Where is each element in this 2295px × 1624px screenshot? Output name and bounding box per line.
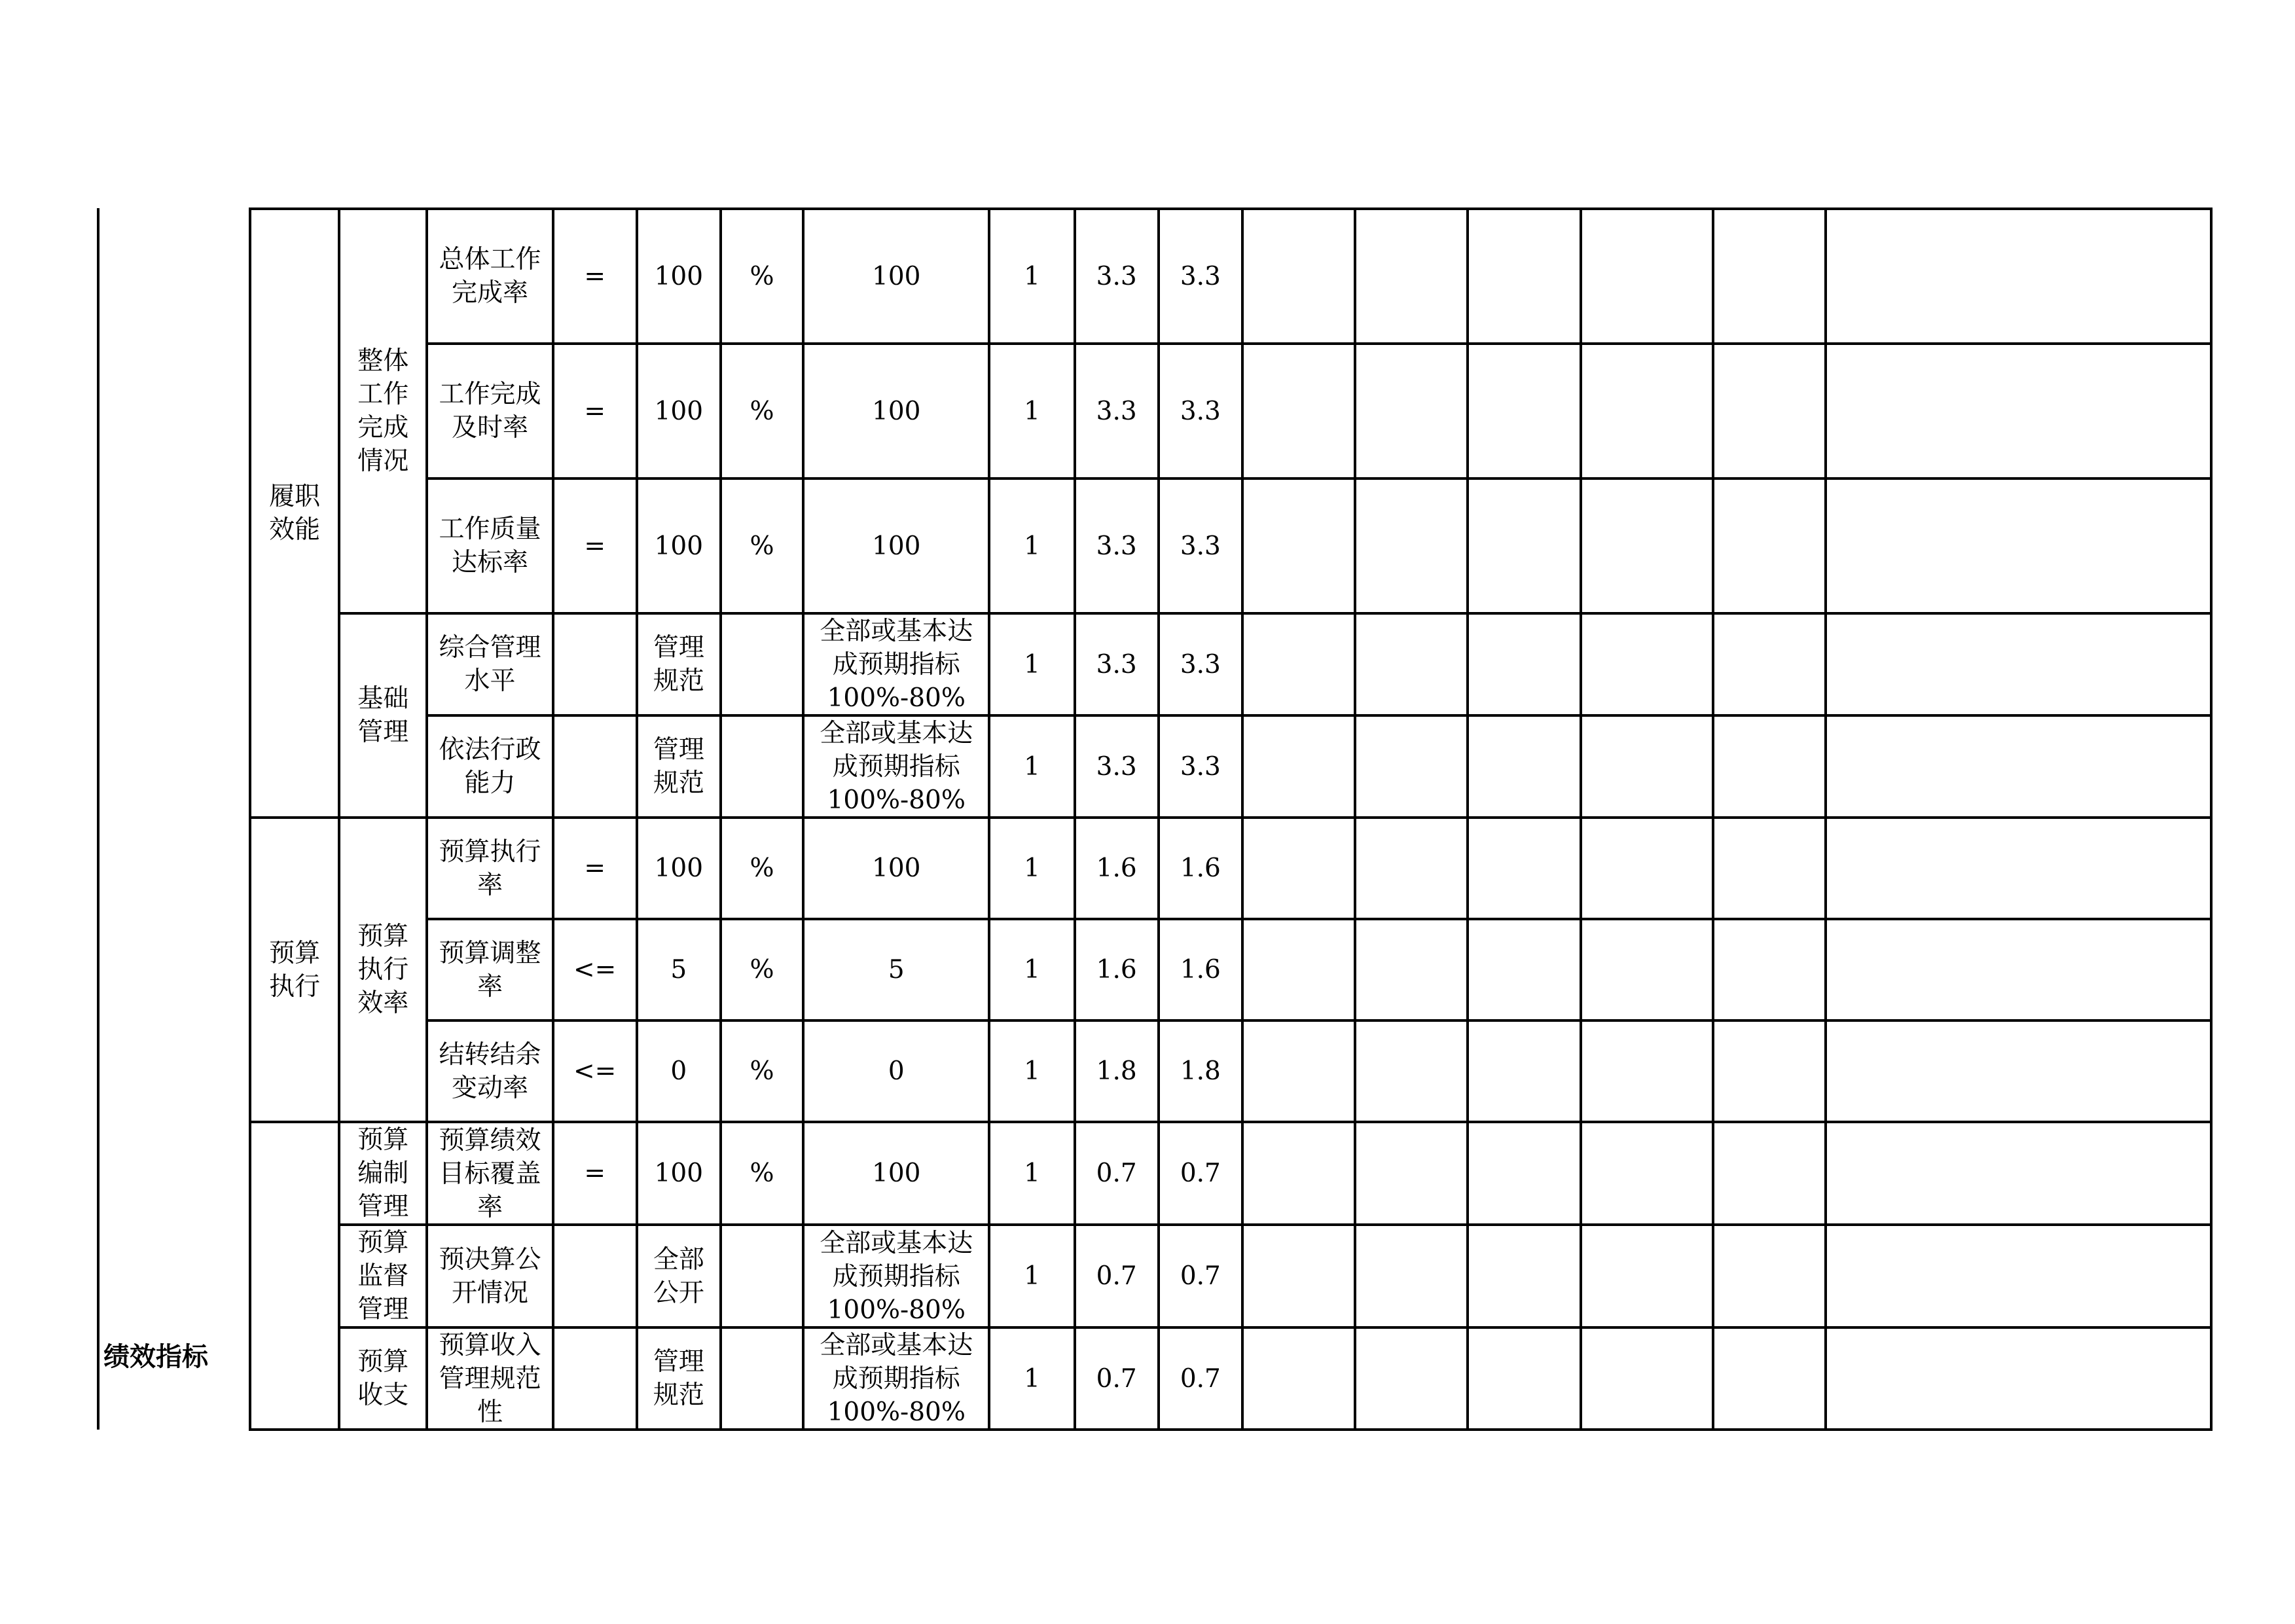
cell-target — [637, 613, 721, 715]
weight-text: 3.3 — [1096, 531, 1137, 561]
table-row — [250, 478, 2211, 613]
weight-text: 3.3 — [1096, 261, 1137, 291]
ratio-text: 1 — [1024, 751, 1040, 782]
empty-cell — [1355, 715, 1468, 818]
subcategory-cell: 预算 执行 效率 — [339, 818, 427, 1122]
indicator-text: 综合管理 水平 — [439, 633, 541, 696]
target-text: 0 — [670, 1056, 687, 1086]
table-row — [250, 209, 2211, 344]
cell-ratio — [989, 1327, 1074, 1430]
score-text: 0.7 — [1180, 1159, 1221, 1188]
cell-op — [553, 715, 637, 818]
empty-cell — [1468, 919, 1580, 1020]
cell-weight — [1075, 919, 1159, 1020]
cell-op — [553, 818, 637, 919]
empty-cell — [1468, 613, 1580, 715]
table-row — [250, 919, 2211, 1020]
cell-score — [1159, 478, 1242, 613]
cell-score — [1159, 1327, 1242, 1430]
empty-cell — [1713, 344, 1826, 478]
cell-indicator — [427, 613, 552, 715]
score-text: 1.6 — [1180, 854, 1221, 883]
empty-cell — [1355, 1225, 1468, 1327]
unit-text: % — [750, 1159, 774, 1188]
weight-text: 0.7 — [1096, 1363, 1137, 1394]
empty-cell — [1355, 209, 1468, 344]
cell-score — [1159, 715, 1242, 818]
unit-text: % — [750, 261, 774, 291]
empty-cell — [1242, 478, 1355, 613]
cell-indicator — [427, 344, 552, 478]
cell-score — [1159, 1122, 1242, 1225]
empty-cell — [1581, 1327, 1713, 1430]
cell-weight — [1075, 818, 1159, 919]
unit-text: % — [750, 396, 774, 426]
cell-actual — [803, 715, 989, 818]
cell-op — [553, 919, 637, 1020]
empty-cell — [1581, 919, 1713, 1020]
cell-actual — [803, 1122, 989, 1225]
weight-text: 1.8 — [1096, 1056, 1137, 1086]
weight-text: 3.3 — [1096, 396, 1137, 426]
score-text: 3.3 — [1180, 396, 1221, 426]
target-text: 5 — [670, 955, 687, 984]
empty-cell — [1581, 209, 1713, 344]
empty-cell — [1468, 209, 1580, 344]
empty-cell — [1242, 613, 1355, 715]
cell-score — [1159, 209, 1242, 344]
cell-target — [637, 1020, 721, 1122]
empty-cell — [1581, 818, 1713, 919]
empty-cell — [1826, 818, 2211, 919]
target-text: 100 — [654, 531, 704, 561]
empty-cell — [1468, 1225, 1580, 1327]
cell-score — [1159, 919, 1242, 1020]
table-row — [250, 1020, 2211, 1122]
op-text: = — [584, 396, 606, 426]
weight-text: 0.7 — [1096, 1261, 1137, 1291]
cell-weight — [1075, 478, 1159, 613]
ratio-text: 1 — [1024, 955, 1040, 984]
empty-cell — [1713, 1020, 1826, 1122]
ratio-text: 1 — [1024, 649, 1040, 679]
side-label-performance-indicators: 绩效指标 — [103, 1342, 208, 1372]
cell-actual — [803, 1327, 989, 1430]
cell-ratio — [989, 818, 1074, 919]
unit-text: % — [750, 854, 774, 883]
actual-text: 0 — [888, 1056, 905, 1086]
cell-target — [637, 1122, 721, 1225]
empty-cell — [1826, 1327, 2211, 1430]
cell-unit — [721, 613, 803, 715]
cell-actual — [803, 209, 989, 344]
empty-cell — [1581, 1122, 1713, 1225]
cell-unit — [721, 1327, 803, 1430]
empty-cell — [1242, 209, 1355, 344]
table-row — [250, 1327, 2211, 1430]
unit-text: % — [750, 955, 774, 984]
subcategory-cell: 整体 工作 完成 情况 — [339, 209, 427, 613]
performance-table — [249, 208, 2213, 1431]
weight-text: 1.6 — [1096, 955, 1137, 984]
target-text: 100 — [654, 396, 704, 426]
cell-actual — [803, 1020, 989, 1122]
actual-text: 全部或基本达 成预期指标 100%-80% — [820, 719, 973, 815]
cell-score — [1159, 344, 1242, 478]
cell-ratio — [989, 1225, 1074, 1327]
actual-text: 100 — [872, 531, 921, 561]
cell-indicator — [427, 1327, 552, 1430]
cell-ratio — [989, 715, 1074, 818]
actual-text: 5 — [888, 955, 905, 984]
score-text: 3.3 — [1180, 751, 1221, 782]
ratio-text: 1 — [1024, 854, 1040, 883]
empty-cell — [1713, 919, 1826, 1020]
subcategory-cell: 预算 编制 管理 — [339, 1122, 427, 1225]
weight-text: 0.7 — [1096, 1159, 1137, 1188]
subcategory-cell: 预算 监督 管理 — [339, 1225, 427, 1327]
cell-actual — [803, 919, 989, 1020]
cell-score — [1159, 613, 1242, 715]
ratio-text: 1 — [1024, 531, 1040, 561]
indicator-text: 依法行政 能力 — [439, 735, 541, 798]
empty-cell — [1713, 1327, 1826, 1430]
empty-cell — [1242, 344, 1355, 478]
empty-cell — [1581, 344, 1713, 478]
table-row — [250, 818, 2211, 919]
cell-unit — [721, 478, 803, 613]
cell-indicator — [427, 715, 552, 818]
cell-ratio — [989, 1122, 1074, 1225]
empty-cell — [1242, 1225, 1355, 1327]
cell-indicator — [427, 1020, 552, 1122]
empty-cell — [1826, 919, 2211, 1020]
cell-op — [553, 209, 637, 344]
cell-ratio — [989, 613, 1074, 715]
empty-cell — [1468, 1020, 1580, 1122]
unit-text: % — [750, 531, 774, 561]
empty-cell — [1355, 818, 1468, 919]
score-text: 3.3 — [1180, 649, 1221, 679]
cell-target — [637, 478, 721, 613]
category-cell: 履职 效能 — [250, 209, 339, 818]
target-text: 100 — [654, 854, 704, 883]
cell-op — [553, 1020, 637, 1122]
cell-score — [1159, 818, 1242, 919]
cell-unit — [721, 715, 803, 818]
category-cell — [250, 1122, 339, 1430]
empty-cell — [1355, 1020, 1468, 1122]
ratio-text: 1 — [1024, 1159, 1040, 1188]
category-cell: 预算 执行 — [250, 818, 339, 1122]
cell-target — [637, 209, 721, 344]
actual-text: 全部或基本达 成预期指标 100%-80% — [820, 1331, 973, 1427]
cell-weight — [1075, 209, 1159, 344]
ratio-text: 1 — [1024, 396, 1040, 426]
cell-actual — [803, 818, 989, 919]
unit-text: % — [750, 1056, 774, 1086]
ratio-text: 1 — [1024, 261, 1040, 291]
op-text: = — [584, 1159, 606, 1188]
cell-target — [637, 818, 721, 919]
op-text: = — [584, 261, 606, 291]
empty-cell — [1581, 715, 1713, 818]
empty-cell — [1355, 1122, 1468, 1225]
cell-ratio — [989, 209, 1074, 344]
left-margin-line — [97, 208, 99, 1430]
empty-cell — [1242, 818, 1355, 919]
cell-target — [637, 1225, 721, 1327]
empty-cell — [1713, 818, 1826, 919]
indicator-text: 工作质量 达标率 — [439, 514, 541, 577]
cell-op — [553, 613, 637, 715]
table-row — [250, 344, 2211, 478]
cell-indicator — [427, 478, 552, 613]
cell-target — [637, 919, 721, 1020]
empty-cell — [1242, 715, 1355, 818]
cell-indicator — [427, 1225, 552, 1327]
cell-indicator — [427, 818, 552, 919]
cell-score — [1159, 1225, 1242, 1327]
cell-ratio — [989, 919, 1074, 1020]
score-text: 1.6 — [1180, 955, 1221, 984]
weight-text: 3.3 — [1096, 751, 1137, 782]
empty-cell — [1468, 344, 1580, 478]
ratio-text: 1 — [1024, 1363, 1040, 1394]
empty-cell — [1713, 715, 1826, 818]
cell-actual — [803, 344, 989, 478]
empty-cell — [1826, 1225, 2211, 1327]
empty-cell — [1468, 478, 1580, 613]
weight-text: 1.6 — [1096, 854, 1137, 883]
empty-cell — [1826, 209, 2211, 344]
indicator-text: 结转结余 变动率 — [439, 1039, 541, 1103]
ratio-text: 1 — [1024, 1056, 1040, 1086]
indicator-text: 预算绩效 目标覆盖 率 — [439, 1125, 541, 1222]
target-text: 管理 规范 — [653, 1347, 704, 1410]
empty-cell — [1468, 1327, 1580, 1430]
op-text: <= — [573, 1056, 617, 1086]
empty-cell — [1355, 478, 1468, 613]
cell-score — [1159, 1020, 1242, 1122]
empty-cell — [1713, 1122, 1826, 1225]
indicator-text: 预算调整 率 — [439, 938, 541, 1001]
cell-weight — [1075, 715, 1159, 818]
cell-ratio — [989, 344, 1074, 478]
cell-unit — [721, 919, 803, 1020]
empty-cell — [1581, 613, 1713, 715]
cell-op — [553, 1122, 637, 1225]
cell-op — [553, 1327, 637, 1430]
op-text: = — [584, 531, 606, 561]
cell-weight — [1075, 1327, 1159, 1430]
table-row — [250, 1225, 2211, 1327]
cell-actual — [803, 478, 989, 613]
empty-cell — [1826, 344, 2211, 478]
target-text: 100 — [654, 1159, 704, 1188]
subcategory-cell: 基础 管理 — [339, 613, 427, 818]
cell-op — [553, 344, 637, 478]
cell-unit — [721, 1122, 803, 1225]
target-text: 100 — [654, 261, 704, 291]
table-row — [250, 1122, 2211, 1225]
cell-indicator — [427, 919, 552, 1020]
weight-text: 3.3 — [1096, 649, 1137, 679]
cell-unit — [721, 209, 803, 344]
cell-actual — [803, 1225, 989, 1327]
empty-cell — [1581, 1225, 1713, 1327]
empty-cell — [1826, 1020, 2211, 1122]
target-text: 全部 公开 — [653, 1244, 704, 1308]
empty-cell — [1581, 1020, 1713, 1122]
indicator-text: 预算收入 管理规范 性 — [439, 1331, 541, 1427]
indicator-text: 预算执行 率 — [439, 837, 541, 900]
empty-cell — [1242, 919, 1355, 1020]
indicator-text: 总体工作 完成率 — [439, 245, 541, 308]
ratio-text: 1 — [1024, 1261, 1040, 1291]
empty-cell — [1826, 1122, 2211, 1225]
score-text: 3.3 — [1180, 261, 1221, 291]
cell-target — [637, 715, 721, 818]
actual-text: 100 — [872, 854, 921, 883]
score-text: 1.8 — [1180, 1056, 1221, 1086]
cell-ratio — [989, 478, 1074, 613]
cell-unit — [721, 1020, 803, 1122]
empty-cell — [1468, 715, 1580, 818]
cell-weight — [1075, 613, 1159, 715]
empty-cell — [1242, 1122, 1355, 1225]
empty-cell — [1826, 478, 2211, 613]
empty-cell — [1713, 1225, 1826, 1327]
empty-cell — [1242, 1327, 1355, 1430]
op-text: = — [584, 854, 606, 883]
cell-target — [637, 344, 721, 478]
empty-cell — [1713, 478, 1826, 613]
cell-ratio — [989, 1020, 1074, 1122]
empty-cell — [1826, 613, 2211, 715]
actual-text: 100 — [872, 396, 921, 426]
cell-weight — [1075, 344, 1159, 478]
empty-cell — [1355, 919, 1468, 1020]
cell-indicator — [427, 209, 552, 344]
actual-text: 100 — [872, 261, 921, 291]
cell-weight — [1075, 1020, 1159, 1122]
target-text: 管理 规范 — [653, 735, 704, 798]
cell-op — [553, 1225, 637, 1327]
empty-cell — [1713, 209, 1826, 344]
subcategory-cell: 预算 收支 — [339, 1327, 427, 1430]
score-text: 0.7 — [1180, 1363, 1221, 1394]
indicator-text: 预决算公 开情况 — [439, 1244, 541, 1308]
empty-cell — [1242, 1020, 1355, 1122]
cell-unit — [721, 344, 803, 478]
indicator-text: 工作完成 及时率 — [439, 380, 541, 442]
actual-text: 全部或基本达 成预期指标 100%-80% — [820, 617, 973, 713]
cell-indicator — [427, 1122, 552, 1225]
actual-text: 100 — [872, 1159, 921, 1188]
table-row — [250, 613, 2211, 715]
cell-target — [637, 1327, 721, 1430]
op-text: <= — [573, 955, 617, 984]
empty-cell — [1355, 344, 1468, 478]
empty-cell — [1581, 478, 1713, 613]
score-text: 3.3 — [1180, 531, 1221, 561]
empty-cell — [1355, 1327, 1468, 1430]
empty-cell — [1355, 613, 1468, 715]
target-text: 管理 规范 — [653, 633, 704, 696]
cell-weight — [1075, 1122, 1159, 1225]
cell-op — [553, 478, 637, 613]
table-row — [250, 715, 2211, 818]
empty-cell — [1826, 715, 2211, 818]
actual-text: 全部或基本达 成预期指标 100%-80% — [820, 1228, 973, 1325]
empty-cell — [1468, 818, 1580, 919]
cell-actual — [803, 613, 989, 715]
cell-unit — [721, 818, 803, 919]
cell-weight — [1075, 1225, 1159, 1327]
score-text: 0.7 — [1180, 1261, 1221, 1291]
empty-cell — [1713, 613, 1826, 715]
cell-unit — [721, 1225, 803, 1327]
empty-cell — [1468, 1122, 1580, 1225]
